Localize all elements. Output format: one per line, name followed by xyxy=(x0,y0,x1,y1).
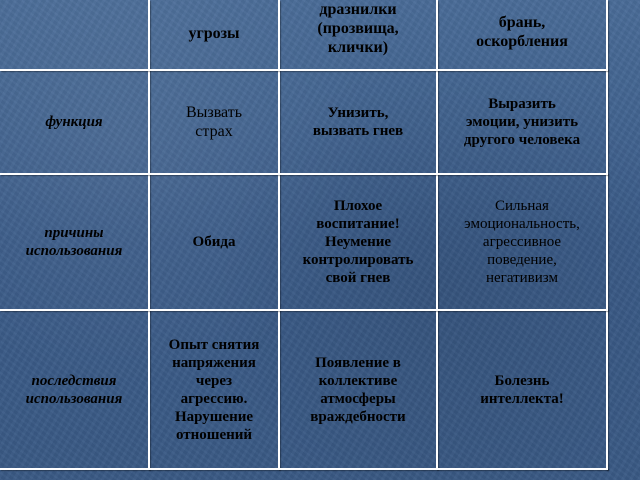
grid-line-h4 xyxy=(0,468,608,470)
cell-consequences-insults: Болезнь интеллекта! xyxy=(480,372,564,407)
cell-consequences-teasers: Появление в коллективе атмосферы враждебности xyxy=(310,354,406,425)
cell-reasons-teasers: Плохое воспитание! Неумение контролировать свой гнев xyxy=(302,198,414,286)
row-label-function: функция xyxy=(45,114,103,130)
cell-reasons-insults: Сильная эмоциональность, агрессивное поведение, негативизм xyxy=(464,198,580,286)
cell-consequences-threats: Опыт снятия напряжения через агрессию. Нарушение отношений xyxy=(168,336,260,443)
cell-reasons-threats: Обида xyxy=(192,234,236,250)
row-label-reasons: причины использования xyxy=(25,225,123,259)
header-insults: брань, оскорбления xyxy=(476,13,568,50)
cell-function-threats: Вызвать страх xyxy=(185,103,243,140)
header-teasers: дразнилки (прозвища, клички) xyxy=(317,1,399,57)
cell-function-insults: Выразить эмоции, унизить другого человека xyxy=(463,96,581,148)
row-label-consequences: последствия использования xyxy=(25,372,123,407)
cell-function-teasers: Унизить, вызвать гнев xyxy=(312,105,404,139)
header-threats: угрозы xyxy=(188,25,240,43)
